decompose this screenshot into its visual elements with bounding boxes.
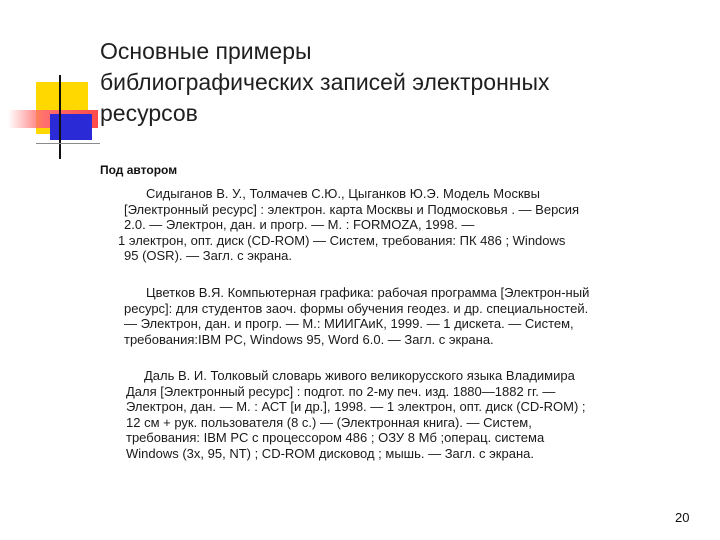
entry-line: — Электрон, дан. и прогр. — М.: МИИГАиК, 1999. — 1 дискета. — Систем, [124,316,574,332]
entry-line: Даль В. И. Толковый словарь живого великорусского языка Владимира [144,368,575,383]
entry-line: Цветков В.Я. Компьютерная графика: рабочая программа [Электрон-ный [146,285,590,300]
entry-line: 95 (OSR). — Загл. с экрана. [124,248,292,264]
slide-title [100,36,700,129]
page-number: 20 [675,510,690,525]
bibliographic-entry [118,285,589,347]
entry-line: требования:IBM PC, Windows 95, Word 6.0. — Загл. с экрана. [124,331,494,347]
entry-line: ресурс]: для студентов заоч. формы обучения геодез. и др. специальностей. [124,300,589,316]
slide-decoration [0,0,100,170]
section-label: Под автором [100,163,178,177]
entry-line: требования: IBM PC с процессором 486 ; ОЗУ 8 Мб ;операц. система [126,430,545,446]
blue-square-decoration [50,114,92,140]
horizontal-line-decoration [36,143,100,144]
entry-line: Электрон, дан. — М. : АСТ [и др.], 1998. — 1 электрон, опт. диск (CD-ROM) ; [126,399,586,415]
bibliographic-entry [118,368,586,462]
slide-title-line: библиографических записей электронных [100,69,550,95]
entry-line: 2.0. — Электрон, дан. и прогр. — М. : FORMOZA, 1998. — [124,217,475,233]
entry-line: 12 см + рук. пользователя (8 с.) — (Электронная книга). — Систем, [126,414,532,430]
vertical-line-decoration [59,75,61,159]
slide-title-line: Основные примеры [100,38,312,64]
entry-line: 1 электрон, опт. диск (CD-ROM) — Систем, требования: ПК 486 ; Windows [118,232,566,248]
entry-line: Windows (3х, 95, NT) ; CD-ROM дисковод ; мышь. — Загл. с экрана. [126,445,534,461]
bibliographic-entry [118,186,579,264]
slide-title-line: ресурсов [100,100,198,126]
entry-line: [Электронный ресурс] : электрон. карта Москвы и Подмосковья . — Версия [124,201,580,217]
entry-line: Даля [Электронный ресурс] : подгот. по 2-му печ. изд. 1880—1882 гг. — [126,383,556,399]
entry-line: Сидыганов В. У., Толмачев С.Ю., Цыганков Ю.Э. Модель Москвы [146,186,540,201]
